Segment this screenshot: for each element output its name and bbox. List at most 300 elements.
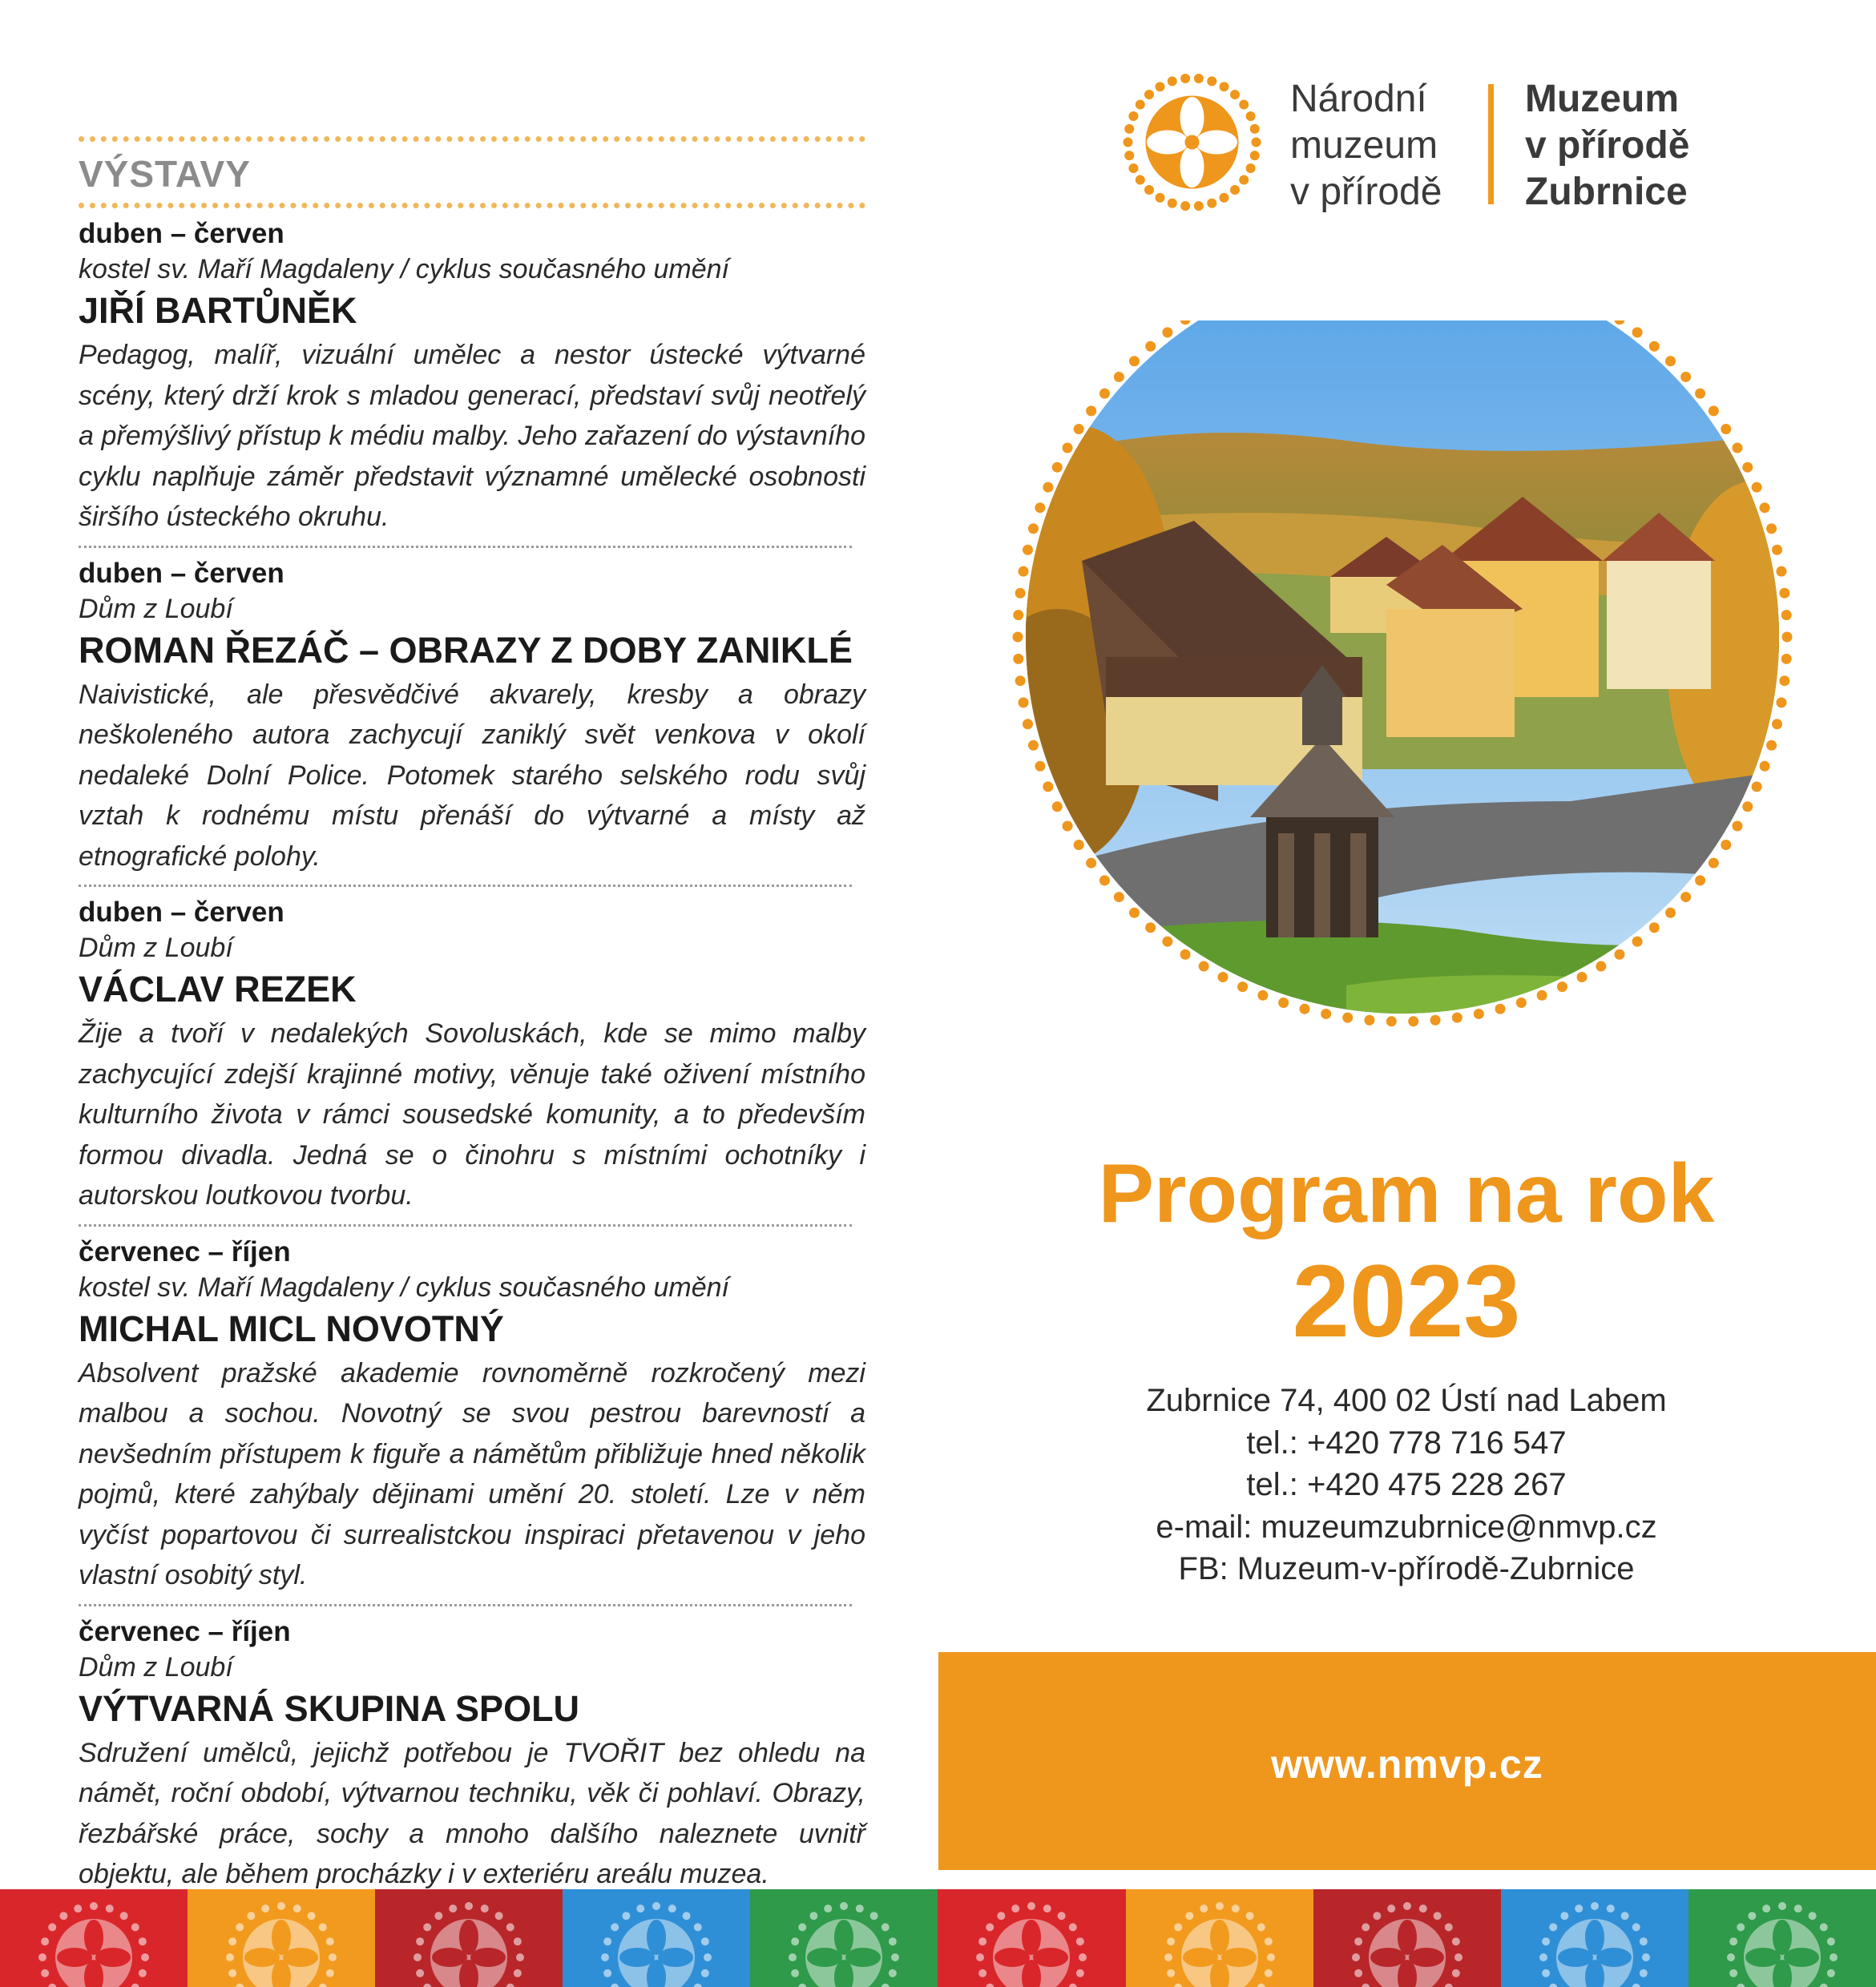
decor-dot bbox=[1167, 1937, 1175, 1945]
decor-dot bbox=[623, 1912, 631, 1920]
decor-dot bbox=[1737, 1923, 1745, 1931]
decor-dot bbox=[1043, 482, 1053, 493]
pattern-tile bbox=[1688, 1889, 1876, 1987]
decor-dot bbox=[1403, 1902, 1411, 1910]
decor-dot bbox=[236, 1923, 244, 1931]
decor-dot bbox=[416, 1969, 424, 1977]
folk-flower-icon bbox=[1501, 1889, 1688, 1987]
decor-dot bbox=[1028, 740, 1039, 751]
decor-dot bbox=[891, 1953, 899, 1961]
logo-divider bbox=[1488, 84, 1494, 204]
exhibition-description: Pedagog, malíř, vizuální umělec a nestor ústecké výtvarné scény, který drží krok s mladou generací, představí svůj neotřelý a přemýšlivý přístup k médiu malby. Jeho zařazení do výstavního cyklu naplňuje záměr představit významné umělecké osobnosti širšího ústeckého okruhu. bbox=[79, 340, 865, 532]
decor-dot bbox=[1043, 1904, 1051, 1912]
exhibition-item bbox=[79, 1235, 865, 1596]
decor-dot bbox=[228, 1937, 236, 1945]
divider bbox=[79, 885, 852, 887]
decor-dot bbox=[1614, 949, 1624, 960]
decor-dot bbox=[1156, 193, 1165, 203]
decor-dot bbox=[1128, 111, 1138, 121]
exhibition-item bbox=[79, 895, 865, 1216]
decor-dot bbox=[1830, 1953, 1838, 1961]
decor-dot bbox=[1362, 1984, 1370, 1987]
decor-dot bbox=[1779, 675, 1789, 686]
decor-dot bbox=[1220, 82, 1229, 91]
decor-dot bbox=[1408, 1016, 1418, 1026]
decor-dot bbox=[1721, 840, 1731, 850]
decor-dot bbox=[1035, 761, 1045, 772]
decor-dot bbox=[1245, 1912, 1253, 1920]
decor-dot bbox=[1632, 937, 1643, 947]
decor-dot bbox=[1114, 892, 1124, 902]
decor-dot bbox=[810, 1912, 818, 1920]
section-bottom-rule bbox=[79, 203, 865, 208]
decor-dot bbox=[1194, 74, 1204, 83]
decor-dot bbox=[1596, 961, 1606, 972]
decor-dot bbox=[1721, 424, 1731, 434]
decor-dot bbox=[1086, 405, 1096, 416]
decor-dot bbox=[1737, 1984, 1745, 1987]
program-title: Program na rok bbox=[1098, 1147, 1715, 1240]
decor-dot bbox=[495, 1912, 503, 1920]
email: e-mail: muzeumzubrnice@nmvp.cz bbox=[1156, 1509, 1657, 1545]
decor-dot bbox=[139, 1937, 147, 1945]
decor-dot bbox=[856, 1904, 864, 1912]
decor-dot bbox=[423, 1984, 431, 1987]
folk-flower-icon bbox=[188, 1889, 375, 1987]
exhibition-place: Dům z Loubí bbox=[79, 1651, 233, 1683]
folk-flower-icon bbox=[375, 1889, 563, 1987]
decor-dot bbox=[1023, 719, 1033, 729]
decor-dot bbox=[516, 1953, 524, 1961]
decor-dot bbox=[1452, 1937, 1460, 1945]
pattern-tile bbox=[375, 1889, 563, 1987]
decor-dot bbox=[1808, 1912, 1816, 1920]
decor-dot bbox=[986, 1984, 994, 1987]
decor-dot bbox=[1418, 1904, 1426, 1912]
decor-dot bbox=[1074, 840, 1084, 850]
decor-dot bbox=[701, 1937, 709, 1945]
decor-dot bbox=[1781, 654, 1792, 664]
logo-museum-zubrnice: Muzeum v přírodě Zubrnice bbox=[1525, 78, 1690, 213]
pattern-tile bbox=[1501, 1889, 1688, 1987]
decor-dot bbox=[1430, 1015, 1441, 1026]
decor-dot bbox=[889, 1969, 897, 1977]
address: Zubrnice 74, 400 02 Ústí nad Labem bbox=[1146, 1383, 1667, 1418]
exhibition-item bbox=[79, 216, 865, 538]
decor-dot bbox=[1778, 1902, 1786, 1910]
decor-dot bbox=[1495, 1004, 1506, 1014]
exhibition-item bbox=[79, 1614, 865, 1895]
decor-dot bbox=[1632, 1923, 1640, 1931]
decor-dot bbox=[38, 1953, 46, 1961]
decor-dot bbox=[1364, 1015, 1374, 1026]
decor-dot bbox=[683, 1912, 691, 1920]
decor-dot bbox=[1299, 1004, 1309, 1014]
decor-dot bbox=[41, 1937, 49, 1945]
decor-dot bbox=[1199, 961, 1209, 972]
decor-dot bbox=[74, 1904, 82, 1912]
decor-dot bbox=[694, 1923, 702, 1931]
decor-dot bbox=[1015, 675, 1026, 686]
folk-flower-icon bbox=[1126, 1889, 1313, 1987]
decor-dot bbox=[326, 1937, 334, 1945]
decor-dot bbox=[1539, 1953, 1547, 1961]
decor-dot bbox=[1620, 1912, 1628, 1920]
decor-dot bbox=[1180, 949, 1191, 960]
decor-dot bbox=[1063, 442, 1073, 453]
exhibition-description: Sdružení umělců, jejichž potřebou je TVOŘIT bez ohledu na námět, roční období, výtvarnou techniku, věk či pohlaví. Obrazy, řezbářské práce, sochy a mnoho dalšího naleznete uvnitř objektu, ale během procházky i v exteriéru areálu muzea. bbox=[79, 1737, 865, 1889]
decor-dot bbox=[106, 1904, 114, 1912]
decor-dot bbox=[1128, 163, 1138, 173]
decor-dot bbox=[1820, 1923, 1828, 1931]
decor-dot bbox=[792, 1969, 800, 1977]
decor-dot bbox=[1023, 545, 1033, 555]
decor-dot bbox=[1640, 1969, 1648, 1977]
decor-dot bbox=[1012, 1904, 1020, 1912]
decor-dot bbox=[1632, 1984, 1640, 1987]
folk-flower-icon bbox=[1688, 1889, 1876, 1987]
decor-dot bbox=[514, 1969, 522, 1977]
decor-dot bbox=[1264, 1969, 1272, 1977]
decor-dot bbox=[1560, 1912, 1568, 1920]
flower-logo-icon bbox=[1118, 68, 1266, 216]
decor-dot bbox=[1028, 523, 1039, 534]
folk-flower-icon bbox=[0, 1889, 188, 1987]
decor-dot bbox=[1145, 341, 1156, 352]
website-link[interactable]: www.nmvp.cz bbox=[1271, 1742, 1543, 1787]
decor-dot bbox=[1748, 1912, 1756, 1920]
folk-flower-icon bbox=[938, 1889, 1125, 1987]
decor-dot bbox=[1058, 1912, 1066, 1920]
decor-dot bbox=[1257, 990, 1268, 1001]
decor-dot bbox=[1246, 111, 1256, 121]
decor-dot bbox=[1444, 1984, 1452, 1987]
decor-dot bbox=[603, 1937, 611, 1945]
decor-dot bbox=[1114, 372, 1124, 382]
decor-dot bbox=[1760, 502, 1770, 513]
folk-flower-icon bbox=[563, 1889, 750, 1987]
decor-dot bbox=[1454, 1953, 1462, 1961]
decor-dot bbox=[319, 1984, 327, 1987]
decor-dot bbox=[882, 1984, 890, 1987]
decor-dot bbox=[1827, 1969, 1835, 1977]
decor-dot bbox=[1727, 1953, 1735, 1961]
decor-dot bbox=[435, 1912, 443, 1920]
decor-dot bbox=[131, 1984, 139, 1987]
decor-dot bbox=[1766, 523, 1777, 534]
decor-dot bbox=[1027, 1902, 1035, 1910]
exhibition-description: Naivistické, ale přesvědčivé akvarely, kresby a obrazy neškoleného autora zachycují zaniklý svět venkova v okolí nedaleké Dolní Police. Potomek starého selského rodu svůj vztah k rodnému místu přenáší do výtvarné a místy až etnografické polohy. bbox=[79, 679, 865, 872]
decor-dot bbox=[1207, 199, 1216, 208]
decor-dot bbox=[1386, 1016, 1397, 1026]
divider bbox=[79, 1224, 852, 1227]
decor-dot bbox=[1164, 1953, 1172, 1961]
decor-dot bbox=[1220, 193, 1229, 203]
decor-dot bbox=[1136, 175, 1145, 185]
decor-dot bbox=[1591, 1902, 1599, 1910]
decor-dot bbox=[1342, 1013, 1353, 1023]
decor-dot bbox=[870, 1912, 878, 1920]
decor-dot bbox=[637, 1904, 645, 1912]
decor-dot bbox=[423, 1923, 431, 1931]
decor-dot bbox=[481, 1904, 489, 1912]
exhibition-description: Žije a tvoří v nedalekých Sovoluskách, kde se mimo malby zachycující zdejší krajinné motivy, věnuje také oživení místního kulturního života v rámci sousedské komunity, a to především formou divadla. Jedná se o činohru s místními ochotníky i autorskou loutkovou tvorbu. bbox=[79, 1018, 865, 1211]
decor-dot bbox=[120, 1912, 128, 1920]
decor-dot bbox=[1019, 566, 1029, 577]
decor-dot bbox=[1516, 998, 1527, 1008]
decor-dot bbox=[1180, 201, 1190, 211]
decor-dot bbox=[1709, 858, 1719, 869]
decor-dot bbox=[1144, 185, 1154, 195]
decor-dot bbox=[1185, 1912, 1193, 1920]
decor-dot bbox=[1614, 320, 1624, 324]
decor-dot bbox=[48, 1984, 56, 1987]
decor-dot bbox=[416, 1937, 424, 1945]
decor-dot bbox=[1156, 82, 1165, 91]
decor-dot bbox=[1729, 1937, 1737, 1945]
decor-dot bbox=[1278, 998, 1289, 1008]
decor-dot bbox=[1732, 442, 1742, 453]
decor-dot bbox=[1076, 1969, 1084, 1977]
decor-dot bbox=[1549, 1984, 1557, 1987]
decor-dot bbox=[1820, 1984, 1828, 1987]
decor-dot bbox=[1782, 632, 1793, 643]
decor-dot bbox=[139, 1969, 147, 1977]
contact-info bbox=[1042, 1380, 1771, 1590]
museum-logo bbox=[1118, 68, 1695, 216]
decor-dot bbox=[1144, 90, 1154, 99]
decor-dot bbox=[141, 1953, 149, 1961]
decor-dot bbox=[694, 1984, 702, 1987]
decor-dot bbox=[1246, 163, 1256, 173]
decor-dot bbox=[1231, 1904, 1239, 1912]
decor-dot bbox=[1013, 610, 1023, 620]
exhibition-place: kostel sv. Maří Magdaleny / cyklus současného umění bbox=[79, 1272, 729, 1303]
decor-dot bbox=[1577, 972, 1588, 982]
decor-dot bbox=[1180, 320, 1191, 324]
decor-dot bbox=[799, 1984, 807, 1987]
pattern-tile bbox=[938, 1889, 1125, 1987]
decor-dot bbox=[1019, 697, 1029, 707]
decor-dot bbox=[1695, 389, 1705, 399]
pattern-tile bbox=[1313, 1889, 1501, 1987]
decor-dot bbox=[1542, 1969, 1550, 1977]
decor-dot bbox=[1052, 462, 1063, 473]
decor-dot bbox=[840, 1902, 848, 1910]
decor-dot bbox=[668, 1904, 676, 1912]
decor-dot bbox=[1239, 99, 1249, 109]
pattern-tile bbox=[563, 1889, 750, 1987]
decor-dot bbox=[998, 1912, 1006, 1920]
decor-dot bbox=[1632, 327, 1643, 337]
decor-dot bbox=[1742, 462, 1753, 473]
decor-dot bbox=[825, 1904, 833, 1912]
pattern-tile bbox=[0, 1889, 188, 1987]
decor-dot bbox=[319, 1923, 327, 1931]
decor-dot bbox=[1145, 922, 1156, 933]
decor-dot bbox=[1433, 1912, 1441, 1920]
decor-dot bbox=[277, 1902, 285, 1910]
decor-dot bbox=[1162, 327, 1172, 337]
decor-dot bbox=[1827, 1937, 1835, 1945]
decor-dot bbox=[228, 1969, 236, 1977]
decor-dot bbox=[465, 1902, 473, 1910]
decor-dot bbox=[1557, 981, 1567, 992]
decor-dot bbox=[1167, 1969, 1175, 1977]
decor-dot bbox=[1013, 632, 1023, 643]
decor-dot bbox=[792, 1937, 800, 1945]
decor-dot bbox=[59, 1912, 67, 1920]
decor-dot bbox=[1649, 922, 1660, 933]
decor-dot bbox=[1549, 1923, 1557, 1931]
exhibitions-column bbox=[79, 136, 865, 1895]
decor-dot bbox=[1200, 1904, 1208, 1912]
decor-dot bbox=[1772, 545, 1782, 555]
decor-dot bbox=[1099, 389, 1110, 399]
decor-dot bbox=[1136, 99, 1145, 109]
decor-dot bbox=[1264, 1937, 1272, 1945]
decor-dot bbox=[1267, 1953, 1275, 1961]
exhibition-title: VÝTVARNÁ SKUPINA SPOLU bbox=[79, 1687, 580, 1729]
decor-dot bbox=[1217, 972, 1228, 982]
decor-dot bbox=[1252, 138, 1261, 147]
exhibition-title: JIŘÍ BARTŮNĚK bbox=[79, 290, 357, 331]
decor-dot bbox=[1052, 801, 1063, 812]
decor-dot bbox=[1250, 124, 1260, 134]
decor-dot bbox=[799, 1923, 807, 1931]
section-top-rule bbox=[79, 136, 865, 142]
decor-dot bbox=[326, 1969, 334, 1977]
decor-dot bbox=[701, 1969, 709, 1977]
decor-dot bbox=[1452, 1013, 1462, 1023]
decor-dot bbox=[1695, 875, 1705, 885]
decor-dot bbox=[1079, 1953, 1087, 1961]
decor-dot bbox=[1542, 1937, 1550, 1945]
decor-dot bbox=[611, 1923, 619, 1931]
decor-dot bbox=[603, 1969, 611, 1977]
exhibition-date: červenec – říjen bbox=[79, 1235, 291, 1268]
exhibition-date: duben – červen bbox=[79, 218, 284, 249]
exhibition-place: Dům z Loubí bbox=[79, 593, 233, 624]
decor-dot bbox=[1776, 566, 1786, 577]
decor-dot bbox=[1239, 175, 1249, 185]
decor-dot bbox=[1230, 90, 1240, 99]
folk-pattern-strip bbox=[0, 1889, 1876, 1987]
decor-dot bbox=[261, 1904, 269, 1912]
decor-dot bbox=[1362, 1923, 1370, 1931]
decor-dot bbox=[1216, 1902, 1224, 1910]
decor-dot bbox=[1099, 875, 1110, 885]
decor-dot bbox=[1230, 185, 1240, 195]
exhibition-description: Absolvent pražské akademie rovnoměrně rozkročený mezi malbou a sochou. Novotný se svou pestrou barevností a nevšedním přístupem k figuře a námětům přibližuje hned několik pojmů, které zahýbaly dějinami umění 20. století. Lze v něm vyčíst popartovou či surrealistckou inspiraci přetavenou v jeho vlastní osobitý styl. bbox=[79, 1357, 865, 1590]
pattern-tile bbox=[750, 1889, 938, 1987]
decor-dot bbox=[1766, 740, 1777, 751]
decor-dot bbox=[1387, 1904, 1395, 1912]
decor-dot bbox=[1076, 1937, 1084, 1945]
decor-dot bbox=[1168, 199, 1177, 208]
decor-dot bbox=[1665, 356, 1676, 366]
decor-dot bbox=[1069, 1923, 1077, 1931]
decor-dot bbox=[1352, 1953, 1360, 1961]
decor-dot bbox=[1474, 1009, 1484, 1019]
decor-dot bbox=[41, 1969, 49, 1977]
decor-dot bbox=[1124, 138, 1133, 147]
decor-dot bbox=[1772, 719, 1782, 729]
section-title: VÝSTAVY bbox=[79, 153, 251, 195]
decor-dot bbox=[1575, 1904, 1583, 1912]
decor-dot bbox=[882, 1923, 890, 1931]
decor-dot bbox=[1257, 1984, 1265, 1987]
decor-dot bbox=[1124, 151, 1134, 160]
decor-dot bbox=[1781, 610, 1792, 620]
decor-dot bbox=[247, 1912, 255, 1920]
decor-dot bbox=[1537, 990, 1547, 1001]
divider bbox=[79, 546, 852, 548]
decor-dot bbox=[1452, 1969, 1460, 1977]
decor-dot bbox=[48, 1923, 56, 1931]
decor-dot bbox=[1069, 1984, 1077, 1987]
divider bbox=[79, 1604, 852, 1606]
decor-dot bbox=[1680, 892, 1691, 902]
decor-dot bbox=[789, 1953, 797, 1961]
decor-dot bbox=[1015, 588, 1026, 599]
decor-dot bbox=[601, 1953, 609, 1961]
decor-dot bbox=[1649, 341, 1660, 352]
decor-dot bbox=[449, 1904, 457, 1912]
decor-dot bbox=[1174, 1923, 1182, 1931]
decor-dot bbox=[1174, 1984, 1182, 1987]
website-banner bbox=[938, 1652, 1876, 1870]
decor-dot bbox=[1257, 1923, 1265, 1931]
decor-dot bbox=[514, 1937, 522, 1945]
village-photo bbox=[1010, 320, 1795, 1122]
folk-flower-icon bbox=[1313, 1889, 1501, 1987]
exhibition-title: VÁCLAV REZEK bbox=[79, 969, 357, 1010]
facebook-link: FB: Muzeum-v-přírodě-Zubrnice bbox=[1178, 1551, 1635, 1586]
decor-dot bbox=[226, 1953, 234, 1961]
decor-dot bbox=[704, 1953, 712, 1961]
decor-dot bbox=[1237, 981, 1248, 992]
pattern-tile bbox=[188, 1889, 375, 1987]
decor-dot bbox=[506, 1923, 514, 1931]
decor-dot bbox=[1680, 372, 1691, 382]
decor-dot bbox=[986, 1923, 994, 1931]
decor-dot bbox=[1063, 821, 1073, 832]
decor-dot bbox=[1074, 424, 1084, 434]
decor-dot bbox=[1129, 908, 1140, 918]
decor-dot bbox=[1043, 781, 1053, 792]
decor-dot bbox=[293, 1904, 301, 1912]
decor-dot bbox=[1776, 697, 1786, 707]
decor-dot bbox=[1207, 76, 1216, 86]
decor-dot bbox=[1354, 1937, 1362, 1945]
program-year: 2023 bbox=[1292, 1244, 1521, 1359]
decor-dot bbox=[1444, 1923, 1452, 1931]
village-photo-illustration bbox=[1010, 320, 1795, 1122]
decor-dot bbox=[1321, 1009, 1331, 1019]
decor-dot bbox=[1729, 1969, 1737, 1977]
decor-dot bbox=[1129, 356, 1140, 366]
decor-dot bbox=[329, 1953, 337, 1961]
decor-dot bbox=[611, 1984, 619, 1987]
folk-flower-icon bbox=[750, 1889, 938, 1987]
decor-dot bbox=[1642, 1953, 1650, 1961]
decor-dot bbox=[236, 1984, 244, 1987]
decor-dot bbox=[1762, 1904, 1770, 1912]
decor-dot bbox=[1640, 1937, 1648, 1945]
decor-dot bbox=[506, 1984, 514, 1987]
decor-dot bbox=[131, 1923, 139, 1931]
